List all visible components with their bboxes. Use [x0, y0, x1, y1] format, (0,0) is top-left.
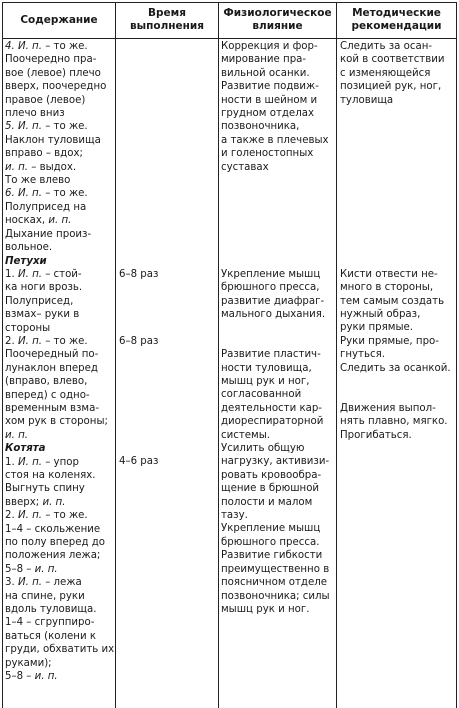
- content-text: носках,: [5, 215, 49, 227]
- content-line: [5, 241, 115, 254]
- header-effect-line1: Физиологическое: [223, 7, 332, 19]
- effect-line: диореспираторной: [221, 416, 324, 428]
- content-text: – то же.: [41, 335, 88, 347]
- content-text: и. п.: [34, 671, 58, 683]
- content-line: [5, 161, 115, 174]
- content-line: [5, 469, 115, 482]
- header-time-line1: Время: [148, 7, 186, 19]
- content-text: вверх, поочередно: [5, 81, 107, 93]
- effect-line: и голеностопных: [221, 148, 314, 160]
- content-text: руками);: [5, 657, 52, 669]
- content-line: [5, 268, 115, 281]
- content-text: – стой-: [41, 268, 82, 280]
- recommendation-line: руки прямые.: [340, 322, 413, 334]
- column-divider-2: [218, 2, 219, 708]
- content-text: – то же.: [41, 41, 88, 52]
- content-line: [5, 523, 115, 536]
- recommendation-line: позицией рук, ног,: [340, 81, 442, 93]
- content-text: временным взма-: [5, 402, 100, 414]
- content-text: 2.: [5, 510, 18, 522]
- content-text: Котята: [5, 443, 46, 455]
- content-text: 1–4 – скольжение: [5, 523, 101, 535]
- content-line: [5, 429, 115, 442]
- content-text: (вправо, влево,: [5, 376, 88, 388]
- content-text: и. п.: [42, 496, 66, 508]
- content-line: [5, 496, 115, 509]
- content-line: [5, 281, 115, 294]
- effect-line: а также в плечевых: [221, 134, 329, 146]
- content-text: груди, обхватить их: [5, 644, 115, 656]
- effect-line: Развитие гибкости: [221, 550, 323, 562]
- recommendation-line: Следить за осан-: [340, 41, 433, 52]
- effect-line: Укрепление мышц: [221, 523, 321, 535]
- content-line: [5, 630, 115, 643]
- content-text: положения лежа;: [5, 550, 101, 562]
- content-text: и. п.: [5, 161, 28, 173]
- content-text: – то же.: [41, 121, 88, 133]
- recommendation-line: Прогибаться.: [340, 429, 412, 441]
- content-line: [5, 348, 115, 361]
- recommendation-line: с изменяющейся: [340, 67, 431, 79]
- content-text: Поочередный по-: [5, 349, 99, 361]
- content-text: Полуприсед на: [5, 201, 87, 213]
- column-divider-3: [336, 2, 337, 708]
- content-line: [5, 295, 115, 308]
- content-text: И. п.: [17, 456, 42, 468]
- effect-line: системы.: [221, 429, 270, 441]
- content-line: [5, 120, 115, 133]
- content-text: вое (левое) плечо: [5, 67, 101, 79]
- content-line: [5, 657, 115, 670]
- content-line: [5, 107, 115, 120]
- effect-line: мышц рук и ног,: [221, 376, 310, 388]
- content-text: Наклон туловища: [5, 134, 101, 146]
- content-text: Выгнуть спину: [5, 483, 85, 495]
- header-effect: [219, 3, 336, 37]
- content-line: [5, 187, 115, 200]
- content-line: [5, 214, 115, 227]
- effect-line: Развитие подвиж-: [221, 81, 319, 93]
- content-line: [5, 40, 115, 53]
- content-line: [5, 482, 115, 495]
- content-text: 1–4 – сгруппиро-: [5, 617, 95, 629]
- content-line: [5, 603, 115, 616]
- effect-line: Усилить общую: [221, 443, 305, 455]
- header-recommendations-line1: Методические: [352, 7, 441, 19]
- effect-column: [221, 40, 335, 616]
- effect-line: мышц рук и ног.: [221, 603, 310, 615]
- recommendations-column: [340, 40, 456, 442]
- recommendation-line: Движения выпол-: [340, 402, 436, 414]
- repetition-count: 6–8 раз: [119, 268, 159, 280]
- content-line: [5, 549, 115, 562]
- content-text: И. п.: [17, 268, 42, 280]
- content-line: [5, 442, 115, 455]
- content-text: вправо – вдох;: [5, 148, 83, 160]
- column-divider-right: [456, 2, 457, 708]
- content-line: [5, 308, 115, 321]
- content-text: Петухи: [5, 255, 47, 267]
- content-text: и. п.: [5, 429, 28, 441]
- content-line: [5, 322, 115, 335]
- content-text: лунаклон вперед: [5, 362, 98, 374]
- effect-line: преимущественно в: [221, 563, 330, 575]
- content-text: И. п.: [17, 577, 42, 589]
- header-effect-line2: влияние: [252, 20, 303, 32]
- content-text: И. п.: [17, 335, 42, 347]
- content-line: [5, 590, 115, 603]
- content-line: [5, 536, 115, 549]
- content-line: [5, 563, 115, 576]
- content-line: [5, 643, 115, 656]
- content-text: И. п.: [17, 510, 42, 522]
- recommendation-line: туловища: [340, 94, 394, 106]
- content-text: – упор: [41, 456, 79, 468]
- recommendation-line: много в стороны,: [340, 282, 434, 294]
- effect-line: Укрепление мышц: [221, 268, 321, 280]
- header-recommendations: [337, 3, 456, 37]
- column-divider-left: [2, 2, 3, 708]
- content-text: по полу вперед до: [5, 537, 106, 549]
- content-text: на спине, руки: [5, 590, 85, 602]
- effect-line: тазу.: [221, 510, 248, 522]
- content-line: [5, 94, 115, 107]
- effect-line: ровать кровообра-: [221, 469, 322, 481]
- content-text: 5. И. п.: [5, 121, 42, 133]
- content-text: 6. И. п.: [5, 188, 42, 200]
- effect-line: мального дыхания.: [221, 309, 326, 321]
- content-text: – то же.: [41, 510, 88, 522]
- effect-line: суставах: [221, 161, 269, 173]
- effect-line: брюшного пресса,: [221, 282, 320, 294]
- effect-line: ности туловища,: [221, 362, 312, 374]
- content-line: [5, 134, 115, 147]
- content-text: Полуприсед,: [5, 295, 74, 307]
- content-text: То же влево: [5, 175, 71, 187]
- content-text: 4. И. п.: [5, 41, 42, 52]
- content-line: [5, 362, 115, 375]
- content-line: [5, 174, 115, 187]
- content-text: вперед) с одно-: [5, 389, 90, 401]
- effect-line: мирование пра-: [221, 54, 307, 66]
- content-line: [5, 389, 115, 402]
- effect-line: поясничном отделе: [221, 577, 327, 589]
- content-text: и. п.: [34, 563, 58, 575]
- recommendation-line: Руки прямые, про-: [340, 335, 439, 347]
- content-text: вверх;: [5, 496, 43, 508]
- content-text: плечо вниз: [5, 108, 65, 120]
- content-text: правое (левое): [5, 94, 86, 106]
- content-line: [5, 67, 115, 80]
- effect-line: нагрузку, активизи-: [221, 456, 330, 468]
- content-line: [5, 147, 115, 160]
- header-content: [3, 3, 115, 37]
- content-text: 5–8 –: [5, 563, 35, 575]
- content-text: вольное.: [5, 242, 53, 254]
- content-line: [5, 456, 115, 469]
- effect-line: развитие диафраг-: [221, 295, 325, 307]
- content-text: – выдох.: [28, 161, 77, 173]
- content-text: – то же.: [41, 188, 88, 200]
- effect-line: деятельности кар-: [221, 402, 322, 414]
- content-line: [5, 201, 115, 214]
- content-line: [5, 415, 115, 428]
- time-column: [119, 40, 217, 469]
- content-line: [5, 335, 115, 348]
- effect-line: позвоночника,: [221, 121, 300, 133]
- column-divider-1: [115, 2, 116, 708]
- recommendation-line: Следить за осанкой.: [340, 362, 451, 374]
- content-text: стоя на коленях.: [5, 470, 96, 481]
- recommendation-line: нужный образ,: [340, 308, 421, 320]
- content-line: [5, 228, 115, 241]
- content-line: [5, 576, 115, 589]
- effect-line: позвоночника; силы: [221, 590, 330, 602]
- content-text: 3.: [5, 577, 18, 589]
- repetition-count: 4–6 раз: [119, 456, 159, 468]
- effect-line: щение в брюшной: [221, 483, 320, 495]
- content-text: 1.: [5, 456, 18, 468]
- recommendation-line: тем самым создать: [340, 295, 445, 307]
- content-text: Поочередно пра-: [5, 54, 97, 66]
- content-line: [5, 670, 115, 683]
- recommendation-line: Кисти отвести не-: [340, 268, 438, 280]
- effect-line: вильной осанки.: [221, 67, 310, 79]
- recommendation-line: гнуться.: [340, 349, 385, 361]
- header-content-label: Содержание: [20, 13, 98, 26]
- content-line: [5, 509, 115, 522]
- content-text: вдоль туловища.: [5, 604, 97, 616]
- header-time-line2: выполнения: [129, 20, 205, 32]
- content-text: взмах– руки в: [5, 309, 80, 321]
- content-text: ка ноги врозь.: [5, 282, 83, 294]
- content-text: ваться (колени к: [5, 630, 96, 642]
- effect-line: Коррекция и фор-: [221, 41, 318, 52]
- repetition-count: 6–8 раз: [119, 335, 159, 347]
- effect-line: Развитие пластич-: [221, 349, 321, 361]
- recommendation-line: кой в соответствии: [340, 54, 445, 66]
- content-line: [5, 402, 115, 415]
- content-line: [5, 255, 115, 268]
- content-line: [5, 53, 115, 66]
- content-line: [5, 80, 115, 93]
- recommendation-line: нять плавно, мягко.: [340, 416, 448, 428]
- header-recommendations-line2: рекомендации: [351, 20, 442, 32]
- effect-line: грудном отделах: [221, 108, 314, 120]
- content-text: Дыхание произ-: [5, 228, 92, 240]
- effect-line: ности в шейном и: [221, 94, 318, 106]
- content-line: [5, 616, 115, 629]
- content-text: стороны: [5, 322, 51, 334]
- effect-line: полости и малом: [221, 496, 313, 508]
- effect-line: брюшного пресса.: [221, 536, 320, 548]
- content-column: [5, 40, 115, 684]
- content-line: [5, 375, 115, 388]
- header-time: [116, 3, 218, 37]
- content-text: 5–8 –: [5, 671, 35, 683]
- content-text: хом рук в стороны;: [5, 416, 108, 428]
- effect-line: согласованной: [221, 389, 302, 401]
- content-text: 2.: [5, 335, 18, 347]
- content-text: и. п.: [48, 215, 72, 227]
- header-bottom-border: [2, 38, 457, 39]
- content-text: 1.: [5, 268, 18, 280]
- content-text: – лежа: [41, 577, 82, 589]
